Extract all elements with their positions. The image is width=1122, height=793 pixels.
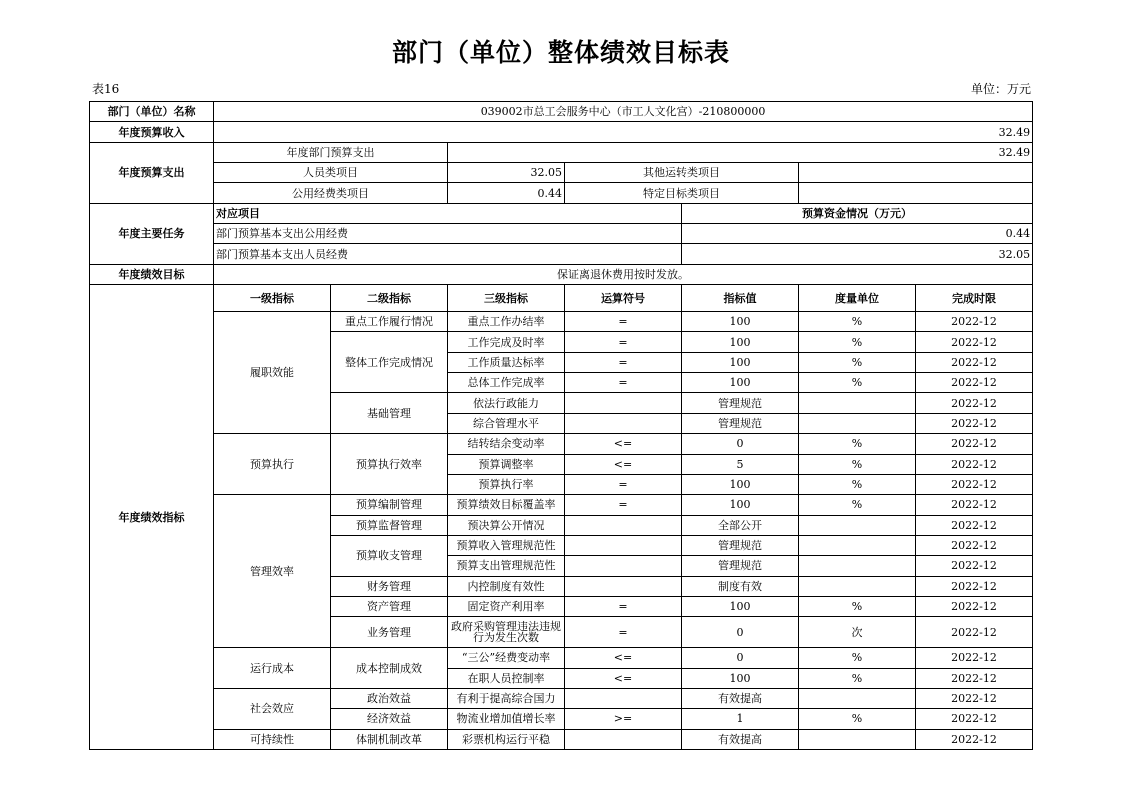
personnel-value: 32.05: [448, 163, 565, 183]
tasks-row: [90, 224, 1033, 244]
column-header: 完成时限: [916, 285, 1033, 312]
table-row: [90, 688, 1033, 708]
value-cell: 管理规范: [682, 556, 799, 576]
deadline-cell: 2022-12: [916, 373, 1033, 393]
public-value: 0.44: [448, 183, 565, 203]
level3-cell: 预算收入管理规范性: [448, 535, 565, 555]
unit-cell: [799, 688, 916, 708]
level2-cell: 体制机制改革: [331, 729, 448, 749]
level3-cell: 预算支出管理规范性: [448, 556, 565, 576]
table-row: [90, 495, 1033, 515]
income-row: [90, 122, 1033, 142]
value-cell: 5: [682, 454, 799, 474]
deadline-cell: 2022-12: [916, 729, 1033, 749]
task-amount: 32.05: [682, 244, 1033, 264]
level2-cell: 政治效益: [331, 688, 448, 708]
deadline-cell: 2022-12: [916, 434, 1033, 454]
level2-cell: 经济效益: [331, 709, 448, 729]
income-value: 32.49: [214, 122, 1033, 142]
operator-cell: =: [565, 596, 682, 616]
deadline-cell: 2022-12: [916, 556, 1033, 576]
unit-cell: %: [799, 332, 916, 352]
other-value: [799, 163, 1033, 183]
level3-cell: 预算调整率: [448, 454, 565, 474]
unit-cell: %: [799, 434, 916, 454]
unit-cell: [799, 393, 916, 413]
expense-label: 年度预算支出: [90, 142, 214, 203]
unit-cell: %: [799, 352, 916, 372]
level3-cell: 预算绩效目标覆盖率: [448, 495, 565, 515]
level3-cell: 结转结余变动率: [448, 434, 565, 454]
operator-cell: [565, 729, 682, 749]
level3-cell: 有利于提高综合国力: [448, 688, 565, 708]
table-row: [90, 312, 1033, 332]
deadline-cell: 2022-12: [916, 332, 1033, 352]
unit-cell: %: [799, 454, 916, 474]
operator-cell: [565, 688, 682, 708]
unit-cell: [799, 515, 916, 535]
column-header: 度量单位: [799, 285, 916, 312]
value-cell: 100: [682, 352, 799, 372]
column-header: 三级指标: [448, 285, 565, 312]
level2-cell: 业务管理: [331, 617, 448, 648]
deadline-cell: 2022-12: [916, 709, 1033, 729]
expense-row: [90, 163, 1033, 183]
value-cell: 0: [682, 617, 799, 648]
goal-row: [90, 264, 1033, 284]
unit-cell: [799, 576, 916, 596]
operator-cell: [565, 393, 682, 413]
column-header: 运算符号: [565, 285, 682, 312]
level3-cell: 依法行政能力: [448, 393, 565, 413]
level2-cell: 资产管理: [331, 596, 448, 616]
table-number: 表16: [92, 82, 120, 96]
special-value: [799, 183, 1033, 203]
unit-cell: 次: [799, 617, 916, 648]
tasks-label: 年度主要任务: [90, 203, 214, 264]
value-cell: 100: [682, 312, 799, 332]
unit-cell: [799, 413, 916, 433]
unit-cell: %: [799, 312, 916, 332]
deadline-cell: 2022-12: [916, 413, 1033, 433]
level2-cell: 成本控制成效: [331, 648, 448, 689]
deadline-cell: 2022-12: [916, 454, 1033, 474]
unit-cell: [799, 535, 916, 555]
level3-cell: 预决算公开情况: [448, 515, 565, 535]
value-cell: 100: [682, 332, 799, 352]
operator-cell: <=: [565, 454, 682, 474]
deadline-cell: 2022-12: [916, 515, 1033, 535]
operator-cell: >=: [565, 709, 682, 729]
unit-label: 单位：万元: [970, 82, 1031, 96]
unit-cell: [799, 729, 916, 749]
level2-cell: 基础管理: [331, 393, 448, 434]
dept-label: 部门（单位）名称: [90, 102, 214, 122]
level2-cell: 重点工作履行情况: [331, 312, 448, 332]
table-row: [90, 434, 1033, 454]
deadline-cell: 2022-12: [916, 393, 1033, 413]
unit-cell: %: [799, 373, 916, 393]
level3-cell: 重点工作办结率: [448, 312, 565, 332]
level1-cell: 管理效率: [214, 495, 331, 648]
column-header: 二级指标: [331, 285, 448, 312]
value-cell: 管理规范: [682, 535, 799, 555]
operator-cell: =: [565, 352, 682, 372]
level3-cell: 内控制度有效性: [448, 576, 565, 596]
indicator-header-row: [90, 285, 1033, 312]
unit-cell: %: [799, 596, 916, 616]
operator-cell: =: [565, 332, 682, 352]
unit-cell: %: [799, 474, 916, 494]
deadline-cell: 2022-12: [916, 596, 1033, 616]
performance-table: [89, 101, 1033, 750]
deadline-cell: 2022-12: [916, 668, 1033, 688]
deadline-cell: 2022-12: [916, 495, 1033, 515]
value-cell: 100: [682, 373, 799, 393]
level2-cell: 预算编制管理: [331, 495, 448, 515]
operator-cell: =: [565, 373, 682, 393]
operator-cell: <=: [565, 648, 682, 668]
level3-cell: 综合管理水平: [448, 413, 565, 433]
operator-cell: <=: [565, 434, 682, 454]
goal-label: 年度绩效目标: [90, 264, 214, 284]
level3-cell: 政府采购管理违法违规行为发生次数: [448, 617, 565, 648]
deadline-cell: 2022-12: [916, 617, 1033, 648]
deadline-cell: 2022-12: [916, 648, 1033, 668]
level2-cell: 财务管理: [331, 576, 448, 596]
value-cell: 有效提高: [682, 688, 799, 708]
level2-cell: 预算监督管理: [331, 515, 448, 535]
level3-cell: 彩票机构运行平稳: [448, 729, 565, 749]
personnel-label: 人员类项目: [214, 163, 448, 183]
level1-cell: 预算执行: [214, 434, 331, 495]
unit-cell: %: [799, 709, 916, 729]
level3-cell: 在职人员控制率: [448, 668, 565, 688]
task-name: 部门预算基本支出人员经费: [214, 244, 682, 264]
unit-cell: %: [799, 495, 916, 515]
level2-cell: 整体工作完成情况: [331, 332, 448, 393]
level3-cell: 总体工作完成率: [448, 373, 565, 393]
task-name: 部门预算基本支出公用经费: [214, 224, 682, 244]
value-cell: 0: [682, 648, 799, 668]
value-cell: 100: [682, 495, 799, 515]
expense-total-value: 32.49: [448, 142, 1033, 162]
value-cell: 制度有效: [682, 576, 799, 596]
value-cell: 管理规范: [682, 413, 799, 433]
value-cell: 管理规范: [682, 393, 799, 413]
page-title: 部门（单位）整体绩效目标表: [391, 38, 730, 67]
task-amount: 0.44: [682, 224, 1033, 244]
deadline-cell: 2022-12: [916, 688, 1033, 708]
level3-cell: 物流业增加值增长率: [448, 709, 565, 729]
operator-cell: [565, 535, 682, 555]
level1-cell: 运行成本: [214, 648, 331, 689]
special-label: 特定目标类项目: [565, 183, 799, 203]
operator-cell: [565, 576, 682, 596]
level3-cell: 工作质量达标率: [448, 352, 565, 372]
deadline-cell: 2022-12: [916, 535, 1033, 555]
expense-row: [90, 142, 1033, 162]
value-cell: 100: [682, 474, 799, 494]
column-header: 指标值: [682, 285, 799, 312]
deadline-cell: 2022-12: [916, 474, 1033, 494]
level2-cell: 预算收支管理: [331, 535, 448, 576]
column-header: 一级指标: [214, 285, 331, 312]
other-label: 其他运转类项目: [565, 163, 799, 183]
level3-cell: “三公”经费变动率: [448, 648, 565, 668]
operator-cell: =: [565, 312, 682, 332]
operator-cell: =: [565, 474, 682, 494]
dept-row: [90, 102, 1033, 122]
goal-value: 保证离退休费用按时发放。: [214, 264, 1033, 284]
level2-cell: 预算执行效率: [331, 434, 448, 495]
level1-cell: 可持续性: [214, 729, 331, 749]
deadline-cell: 2022-12: [916, 352, 1033, 372]
operator-cell: <=: [565, 668, 682, 688]
level3-cell: 预算执行率: [448, 474, 565, 494]
tasks-col1: 对应项目: [214, 203, 682, 223]
level1-cell: 履职效能: [214, 312, 331, 434]
tasks-row: [90, 244, 1033, 264]
deadline-cell: 2022-12: [916, 576, 1033, 596]
operator-cell: [565, 413, 682, 433]
operator-cell: [565, 515, 682, 535]
operator-cell: =: [565, 495, 682, 515]
value-cell: 0: [682, 434, 799, 454]
expense-total-label: 年度部门预算支出: [214, 142, 448, 162]
operator-cell: [565, 556, 682, 576]
table-row: [90, 729, 1033, 749]
level1-cell: 社会效应: [214, 688, 331, 729]
public-label: 公用经费类项目: [214, 183, 448, 203]
tasks-col2: 预算资金情况（万元）: [682, 203, 1033, 223]
expense-row: [90, 183, 1033, 203]
value-cell: 全部公开: [682, 515, 799, 535]
dept-value: 039002市总工会服务中心（市工人文化宫）-210800000: [214, 102, 1033, 122]
value-cell: 100: [682, 668, 799, 688]
unit-cell: [799, 556, 916, 576]
income-label: 年度预算收入: [90, 122, 214, 142]
value-cell: 1: [682, 709, 799, 729]
value-cell: 100: [682, 596, 799, 616]
unit-cell: %: [799, 648, 916, 668]
value-cell: 有效提高: [682, 729, 799, 749]
unit-cell: %: [799, 668, 916, 688]
operator-cell: =: [565, 617, 682, 648]
table-row: [90, 648, 1033, 668]
indicators-label: 年度绩效指标: [90, 285, 214, 750]
tasks-row: [90, 203, 1033, 223]
level3-cell: 固定资产利用率: [448, 596, 565, 616]
deadline-cell: 2022-12: [916, 312, 1033, 332]
level3-cell: 工作完成及时率: [448, 332, 565, 352]
